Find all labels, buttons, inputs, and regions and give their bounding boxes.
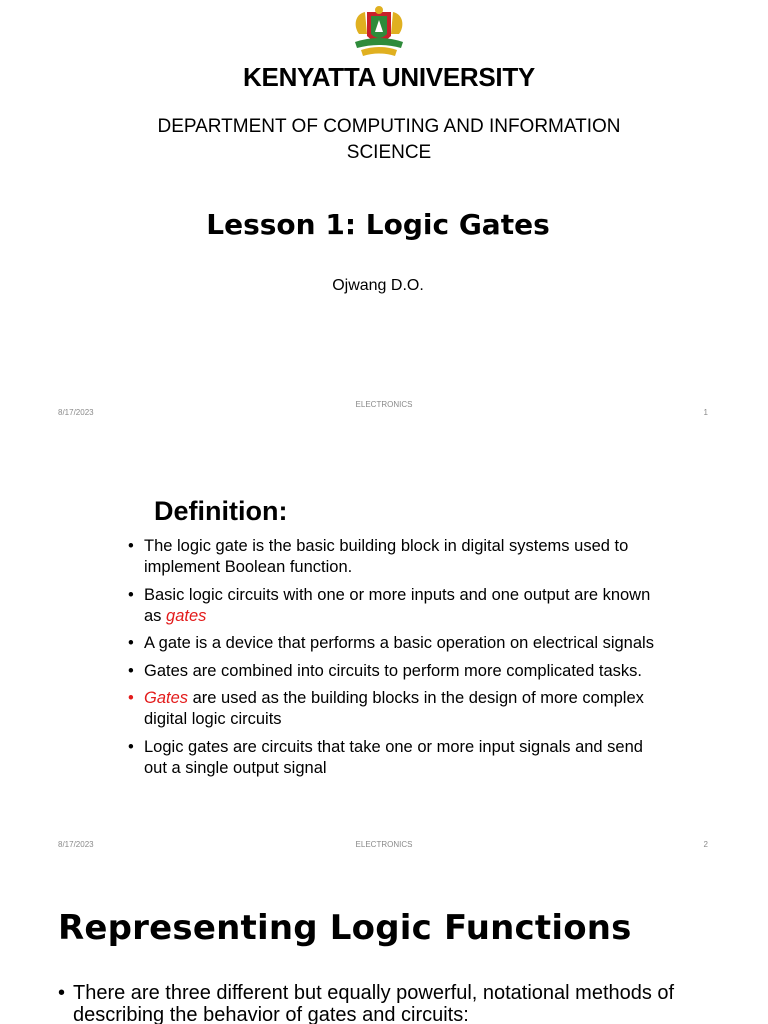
list-item: • Logic gates are circuits that take one or more input signals and send out a single output signal [128,737,643,777]
list-item: • Gates are combined into circuits to perform more complicated tasks. [128,661,642,680]
footer-date: 8/17/2023 [58,408,94,417]
list-item: • A gate is a device that performs a basic operation on electrical signals [128,634,654,652]
slide-title: Representing Logic Functions [58,908,632,948]
list-item: • Basic logic circuits with one or more inputs and one output are known as gates [128,585,651,625]
footer-subject: ELECTRONICS [355,400,413,409]
kenyatta-university-crest-icon [351,4,407,60]
bullet-dot: • [128,661,134,680]
bullet-dot: • [128,537,134,555]
bullet-dot: • [128,634,134,652]
slide-3 [0,864,768,1024]
lesson-title: Lesson 1: Logic Gates [206,208,550,241]
bullet-dot: • [128,689,134,707]
list-item: • There are three different but equally powerful, notational methods of describing the behavior of gates and circuits: [58,982,675,1024]
bullet-dot: • [128,737,134,756]
definition-bullet-list [128,536,668,785]
list-item: • The logic gate is the basic building block in digital systems used to implement Boolean function. [128,537,629,576]
footer-page-number: 1 [703,408,708,417]
emphasis-text: gates [166,606,207,625]
footer-subject: ELECTRONICS [355,840,413,849]
representation-bullet-list [58,982,738,1024]
bullet-dot: • [58,982,66,1004]
university-name: KENYATTA UNIVERSITY [243,62,535,92]
footer-date: 8/17/2023 [58,840,94,849]
list-item: • Gates are used as the building blocks in the design of more complex digital logic circuits [128,689,644,728]
bullet-dot: • [128,585,134,604]
author-name: Ojwang D.O. [332,277,424,294]
department-name: DEPARTMENT OF COMPUTING AND INFORMATION SCIENCE [157,116,621,163]
slide-1 [0,0,768,432]
slide-2 [0,432,768,864]
definition-title: Definition: [154,496,288,526]
emphasis-text: Gates [144,689,189,707]
footer-page-number: 2 [703,840,708,849]
